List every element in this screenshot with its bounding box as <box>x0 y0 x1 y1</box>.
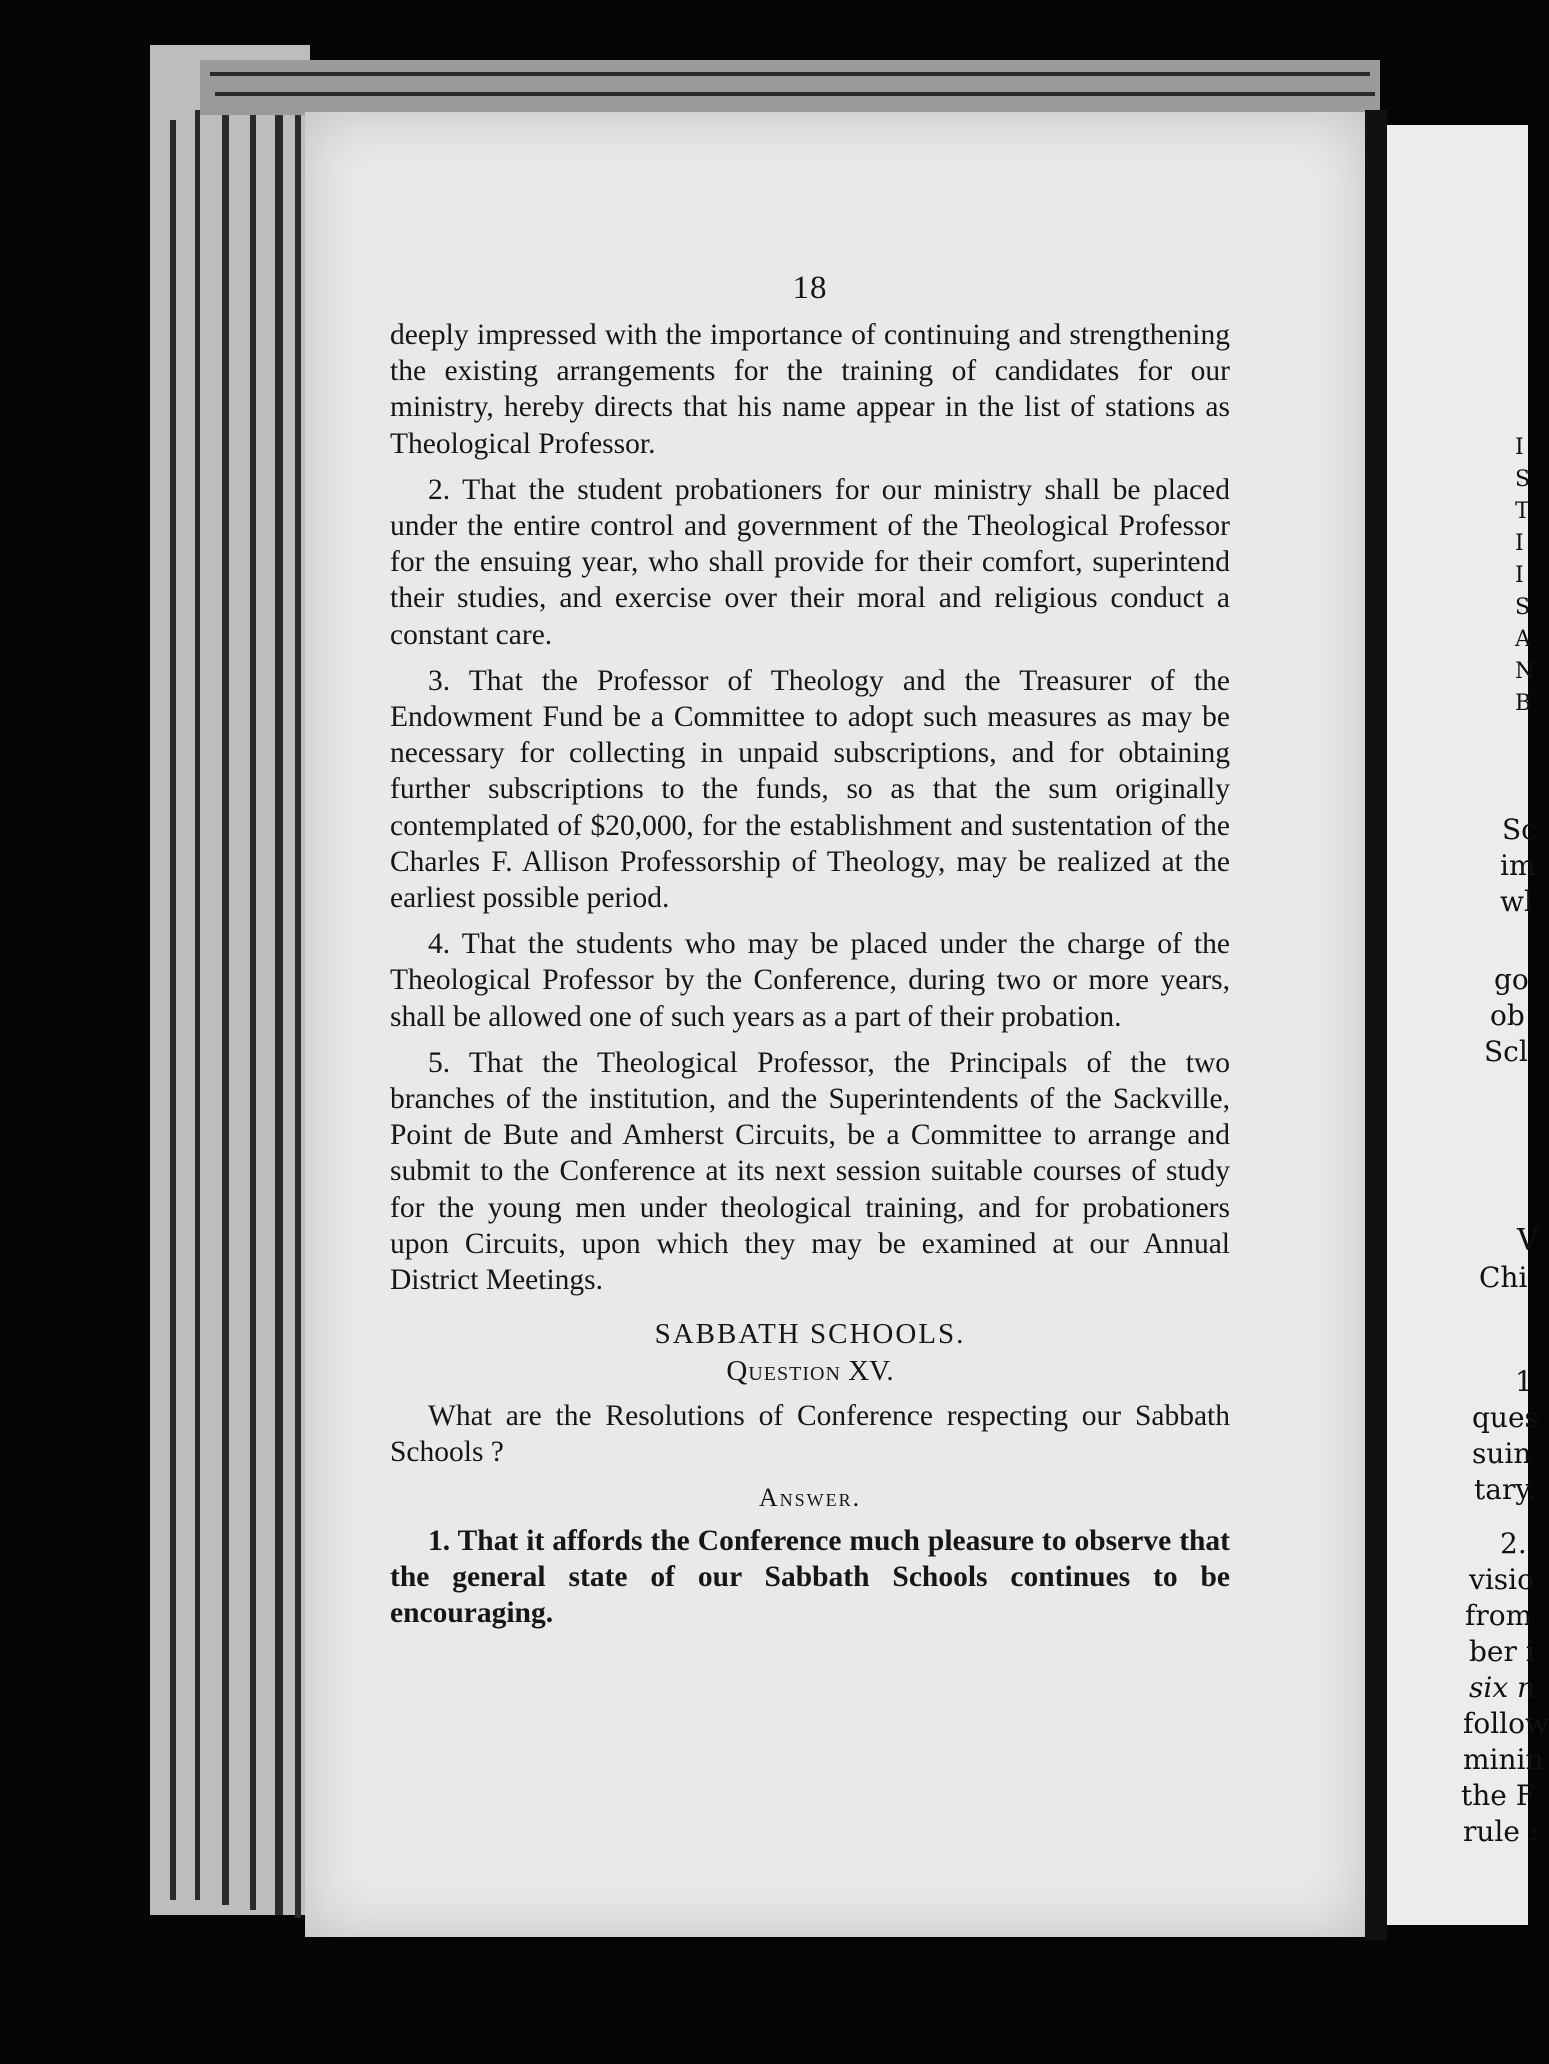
right-page-word: ques <box>1472 1401 1539 1434</box>
right-page-word: go <box>1494 963 1529 996</box>
top-edge <box>200 60 1380 115</box>
right-page-word: Scl <box>1484 1035 1528 1068</box>
right-page-word: wl <box>1500 885 1533 918</box>
right-page-word: from <box>1465 1599 1533 1632</box>
top-edge-line <box>210 72 1370 76</box>
right-page-letter: S <box>1515 595 1531 620</box>
right-page-word: minin <box>1463 1743 1544 1776</box>
answer-paragraph: 1. That it affords the Conference much pleasure to observe that the general state of our Sabbath Schools continues to be encouraging. <box>390 1524 1230 1630</box>
top-edge-line <box>215 92 1375 96</box>
question-text: What are the Resolutions of Conference respecting our Sabbath Schools ? <box>390 1400 1230 1469</box>
right-page-fragment <box>1387 125 1549 1925</box>
page-text-block <box>390 270 1230 1631</box>
right-page-letter: T <box>1515 499 1530 524</box>
right-page-letter: S <box>1515 467 1531 492</box>
right-page-word: Chi <box>1479 1261 1528 1294</box>
book-gutter <box>1365 110 1387 1940</box>
paragraph: deeply impressed with the importance of continuing and strengthening the existing arrangements for the training of candidates for our ministry, hereby directs that his name appear in the list of stations as Theological Professor. <box>390 319 1230 460</box>
right-page-word: ber i <box>1469 1635 1535 1668</box>
page-edge-line <box>222 105 229 1905</box>
question-number: XV. <box>848 1355 894 1388</box>
right-page-letter: A <box>1515 627 1531 652</box>
right-page-letter: I <box>1515 531 1524 556</box>
right-page-letter: N <box>1515 659 1535 684</box>
right-page-letter: I <box>1515 563 1524 588</box>
section-heading: SABBATH SCHOOLS. <box>654 1318 966 1351</box>
paragraph: 4. That the students who may be placed under the charge of the Theological Professor by the Conference, during two or more years, shall be allowed one of such years as a part of their probation. <box>390 928 1230 1033</box>
page-edge-line <box>195 110 200 1900</box>
page-edge-line <box>295 108 301 1918</box>
right-page-word: visio <box>1469 1563 1534 1596</box>
right-page-word: V <box>1517 1223 1539 1258</box>
right-page-word: ob <box>1490 999 1525 1032</box>
right-page-letter: I <box>1515 435 1524 460</box>
right-page-word: Sc <box>1502 813 1537 846</box>
right-page-word: im <box>1500 849 1536 882</box>
question-heading <box>390 1355 1230 1388</box>
right-page-word: the F <box>1461 1779 1536 1812</box>
paragraph: 2. That the student probationers for our ministry shall be placed under the entire control and government of the Theological Professor for the ensuing year, who shall provide for their comfort, superintend their studies, and exercise over their moral and religious conduct a constant care. <box>390 473 1230 651</box>
right-page-word: 1 <box>1515 1365 1533 1398</box>
right-page-word: 2. <box>1500 1527 1527 1560</box>
right-page-word: follow <box>1463 1707 1549 1740</box>
page-edge-line <box>170 120 176 1900</box>
right-page-letter: B <box>1515 691 1532 716</box>
question-word: Question <box>726 1355 841 1388</box>
right-page-word: suin <box>1472 1437 1532 1470</box>
page-edge-line <box>250 100 256 1910</box>
right-page-word: rule : <box>1463 1815 1539 1848</box>
right-page-word: six n <box>1469 1671 1536 1704</box>
right-page-word: tary. <box>1474 1473 1537 1506</box>
page-number: 18 <box>792 270 828 306</box>
page-edge-line <box>275 100 283 1915</box>
paragraph: 3. That the Professor of Theology and the Treasurer of the Endowment Fund be a Committee to adopt such measures as may be necessary for collecting in unpaid subscriptions, and for obtaining further subscriptions to the funds, so as that the sum originally contemplated of $20,000, for the establishment and sustentation of the Charles F. Allison Professorship of Theology, may be realized at the earliest possible period. <box>390 664 1230 915</box>
paragraph: 5. That the Theological Professor, the Principals of the two branches of the institution, and the Superintendents of the Sackville, Point de Bute and Amherst Circuits, be a Committee to arrange and submit to the Conference at its next session suitable courses of study for the young men under theological training, and for probationers upon Circuits, upon which they may be examined at our Annual District Meetings. <box>390 1046 1230 1297</box>
answer-label: Answer. <box>758 1482 862 1512</box>
